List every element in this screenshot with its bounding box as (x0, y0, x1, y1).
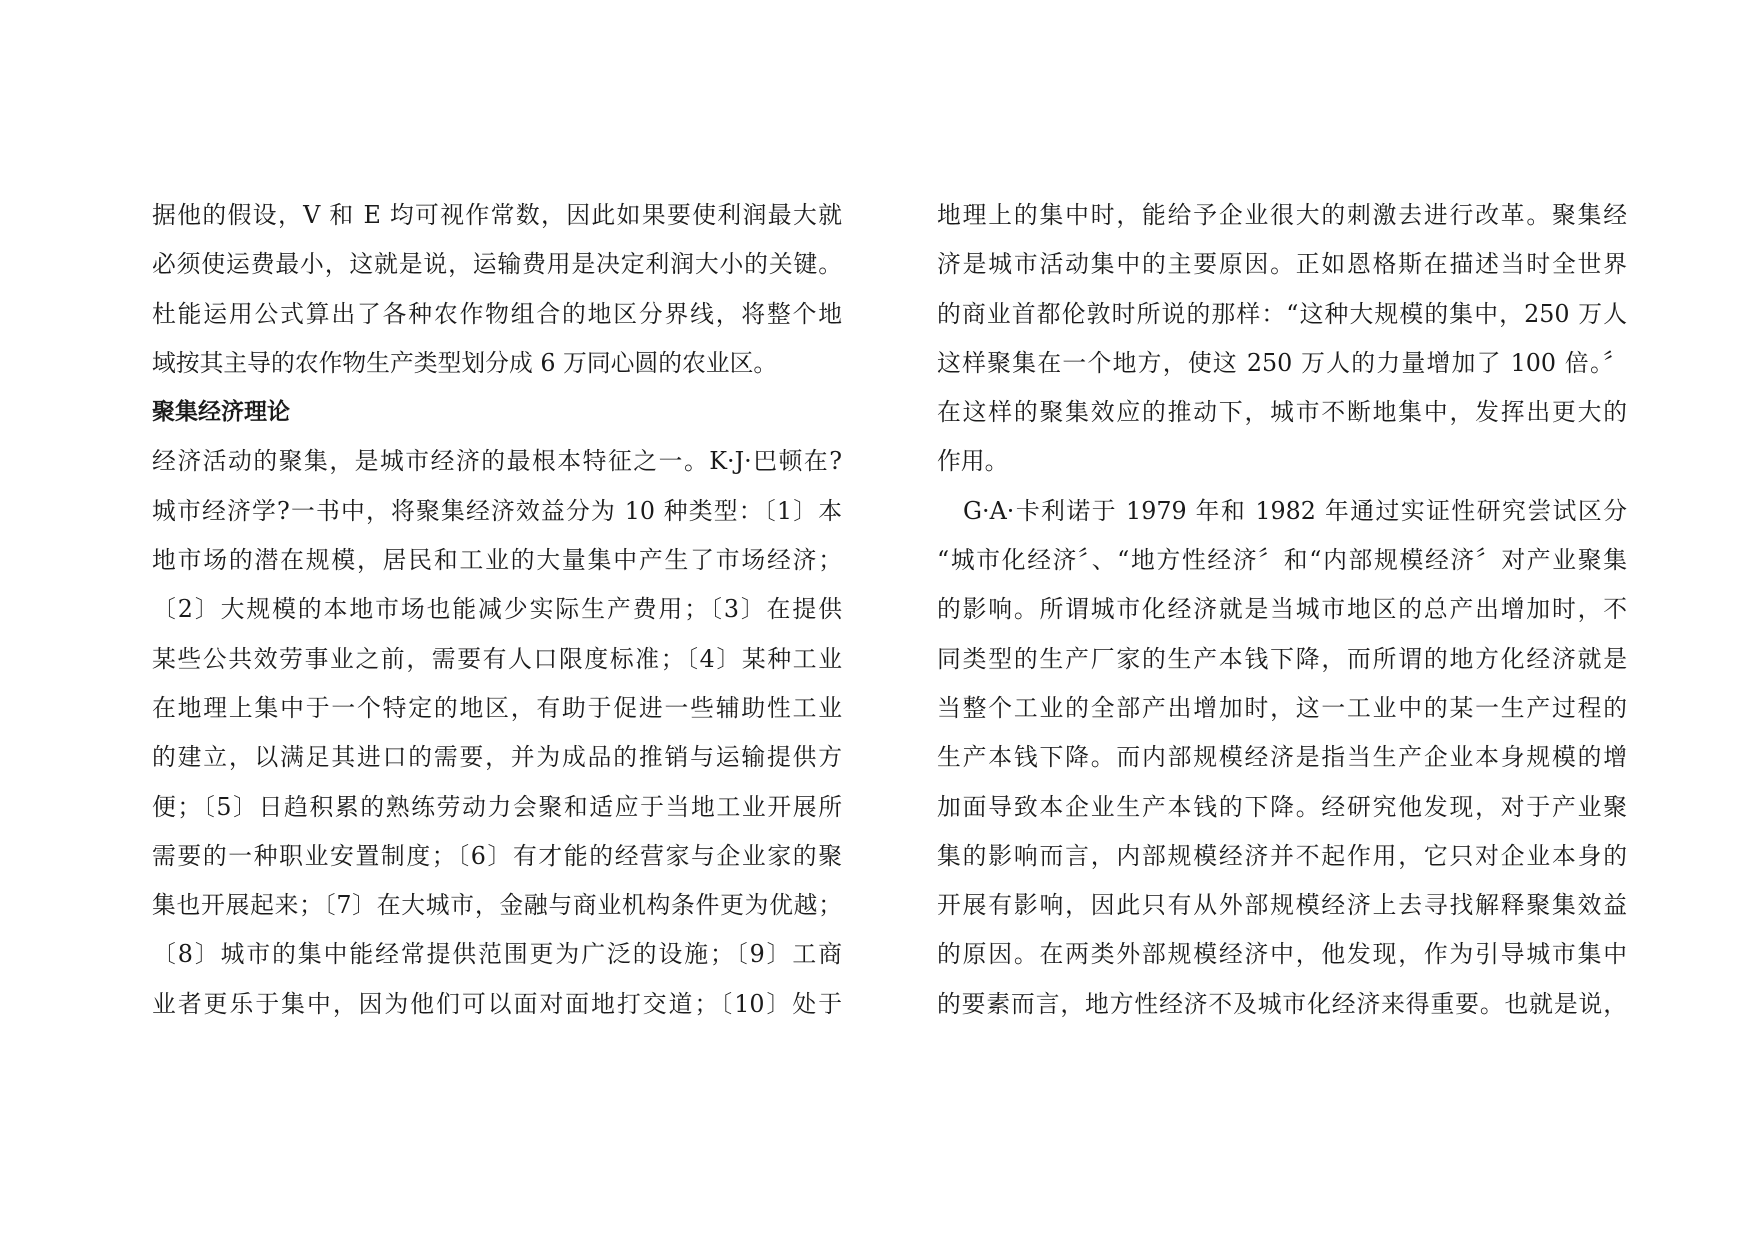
left-text-line: 据他的假设，V 和 E 均可视作常数，因此如果要使利润最大就 (152, 201, 842, 229)
right-text-line: 生产本钱下降。而内部规模经济是指当生产企业本身规模的增 (937, 743, 1627, 772)
left-text-line: 杜能运用公式算出了各种农作物组合的地区分界线，将整个地 (152, 299, 842, 328)
right-text-line: 的原因。在两类外部规模经济中，他发现，作为引导城市集中 (937, 940, 1627, 969)
left-text-line: 必须使运费最小，这就是说，运输费用是决定利润大小的关键。 (152, 250, 842, 279)
left-text-line: 某些公共效劳事业之前，需要有人口限度标准；〔4〕某种工业 (152, 644, 842, 673)
left-text-line: 〔2〕大规模的本地市场也能减少实际生产费用；〔3〕在提供 (152, 595, 842, 624)
left-text-line: 便；〔5〕日趋积累的熟练劳动力会聚和适应于当地工业开展所 (152, 792, 842, 821)
right-text-line: 开展有影响，因此只有从外部规模经济上去寻找解释聚集效益 (937, 891, 1627, 920)
right-text-line: 的商业首都伦敦时所说的那样：“这种大规模的集中，250 万人 (937, 299, 1627, 328)
left-text-line: 集也开展起来；〔7〕在大城市，金融与商业机构条件更为优越； (152, 891, 842, 920)
right-text-line: G·A·卡利诺于 1979 年和 1982 年通过实证性研究尝试区分 (963, 496, 1627, 525)
right-text-line: 的影响。所谓城市化经济就是当城市地区的总产出增加时，不 (937, 595, 1627, 624)
right-text-line: 在这样的聚集效应的推动下，城市不断地集中，发挥出更大的 (937, 398, 1627, 427)
left-text-line: 经济活动的聚集，是城市经济的最根本特征之一。K·J·巴顿在? (152, 447, 842, 476)
left-text-line: 地市场的潜在规模，居民和工业的大量集中产生了市场经济； (152, 546, 842, 575)
right-text-line: 加面导致本企业生产本钱的下降。经研究他发现，对于产业聚 (937, 792, 1627, 821)
right-text-line: 这样聚集在一个地方，使这 250 万人的力量增加了 100 倍。〞 (937, 348, 1627, 377)
section-heading: 聚集经济理论 (152, 399, 290, 426)
right-text-line: 地理上的集中时，能给予企业很大的刺激去进行改革。聚集经 (937, 201, 1627, 229)
left-text-line: 业者更乐于集中，因为他们可以面对面地打交道；〔10〕处于 (152, 989, 842, 1018)
left-column (152, 191, 842, 1029)
right-text-line: 作用。 (937, 447, 1009, 476)
left-text-line: 的建立，以满足其进口的需要，并为成品的推销与运输提供方 (152, 743, 842, 772)
right-text-line: “城市化经济〞、“地方性经济〞和“内部规模经济〞对产业聚集 (937, 546, 1627, 575)
left-text-line: 城市经济学?一书中，将聚集经济效益分为 10 种类型：〔1〕本 (152, 496, 842, 525)
left-text-line: 域按其主导的农作物生产类型划分成 6 万同心圆的农业区。 (152, 348, 778, 377)
left-text-line: 在地理上集中于一个特定的地区，有助于促进一些辅助性工业 (152, 693, 842, 722)
right-text-line: 同类型的生产厂家的生产本钱下降，而所谓的地方化经济就是 (937, 644, 1627, 673)
left-text-line: 需要的一种职业安置制度；〔6〕有才能的经营家与企业家的聚 (152, 841, 842, 870)
right-text-line: 济是城市活动集中的主要原因。正如恩格斯在描述当时全世界 (937, 250, 1627, 279)
right-text-line: 的要素而言，地方性经济不及城市化经济来得重要。也就是说， (937, 989, 1627, 1018)
right-column (937, 191, 1627, 1029)
left-text-line: 〔8〕城市的集中能经常提供范围更为广泛的设施；〔9〕工商 (152, 940, 842, 969)
right-text-line: 当整个工业的全部产出增加时，这一工业中的某一生产过程的 (937, 693, 1627, 722)
right-text-line: 集的影响而言，内部规模经济并不起作用，它只对企业本身的 (937, 841, 1627, 870)
